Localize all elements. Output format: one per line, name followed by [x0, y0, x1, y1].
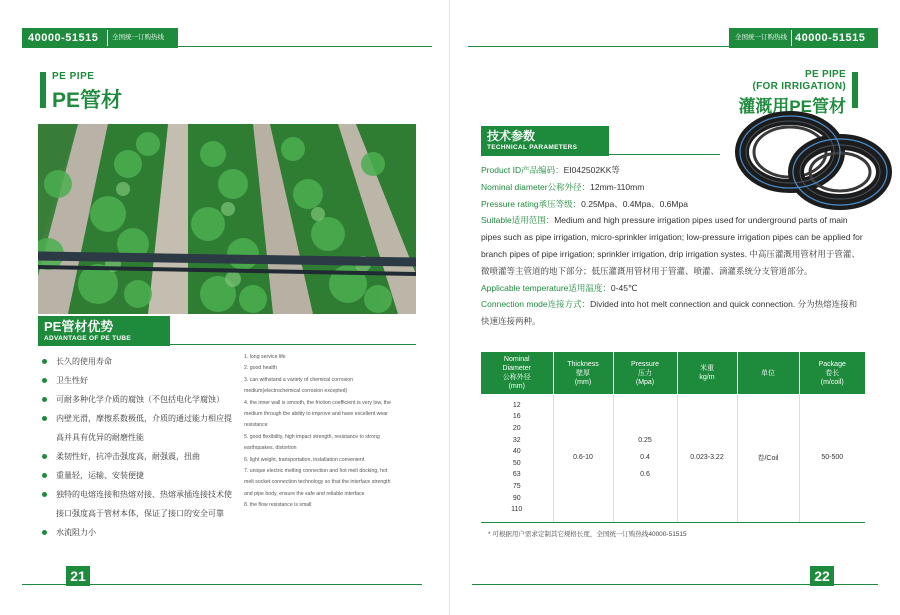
list-item: 水流阻力小	[42, 523, 238, 542]
title-accent-bar	[40, 72, 46, 108]
bullet-icon	[42, 454, 47, 459]
list-item-continued: 接口强度高于管材本体，保证了接口的安全可靠	[56, 509, 224, 518]
cell-package: 50-500	[799, 394, 865, 522]
hotline-label: 全国统一订购热线	[735, 34, 787, 41]
list-item: earthquakes, distortion	[244, 445, 297, 452]
list-item: 可耐多种化学介质的腐蚀（不包括电化学腐蚀）	[42, 390, 238, 409]
list-item: medium(electrochemical corrosion excepted)	[244, 388, 348, 395]
list-item: 8. the flow resistance is small	[244, 502, 312, 509]
bullet-icon	[42, 492, 47, 497]
spec-table	[481, 352, 865, 523]
page-title-en: PE PIPE (FOR IRRIGATION)	[752, 69, 846, 92]
bullet-icon	[42, 378, 47, 383]
list-item: 6. light weight, transportation, installation convenient	[244, 456, 365, 463]
divider	[107, 30, 108, 46]
list-item: medium through the ability to improve and have excellent wear	[244, 411, 388, 418]
spec-temperature: Applicable temperature适用温度：0-45℃	[481, 282, 638, 293]
page-title-cn: PE管材	[52, 89, 123, 112]
spec-product-id: Product ID产品编码：EI042502KK等	[481, 165, 620, 175]
page-number: 22	[810, 566, 834, 586]
list-item: 柔韧性好，抗冲击强度高，耐强震，扭曲	[42, 447, 238, 466]
cell-diameters: 12 16 20 32 40 50 63 75 90 110	[481, 394, 553, 522]
tech-heading-cn: 技术参数	[487, 129, 536, 143]
advantages-heading	[38, 316, 170, 346]
list-item: 独特的电熔连接和热熔对接、热熔承插连接技术使	[42, 485, 238, 504]
list-item: 2. good health	[244, 365, 277, 372]
page-number: 21	[66, 566, 90, 586]
spec-suitable: Suitable适用范围：Medium and high pressure irrigation pipes used for underground parts of main pipes such as pipe irrigation, micro-sprinkler irrigation; low-pressure irrigation pipes can be applied for branch pipes of pipe irrigation; sprinkler irrigation, drip irrigation systes. 中高压灌溉用管材用于管灌、微喷灌等主管道的地下部分；低压灌溉用管材用于管灌、喷灌、滴灌系统分支管道部分。	[481, 215, 863, 276]
tech-params-heading	[481, 126, 609, 156]
col-header-package: Package 卷长 (m/coil)	[799, 352, 865, 394]
list-item: melt socket connection technology so that the interface strength	[244, 479, 391, 486]
advantages-heading-cn: PE管材优势	[44, 319, 114, 334]
list-item: and pipe body, ensure the safe and reliable interface	[244, 490, 365, 497]
heading-rule	[609, 154, 720, 155]
list-item: 4. the inner wall is smooth, the friction coefficient is very low, the	[244, 399, 391, 406]
advantages-list-cn	[42, 352, 238, 542]
col-header-pressure: Pressure 压力 (Mpa)	[613, 352, 677, 394]
title-accent-bar	[852, 72, 858, 108]
spec-block	[481, 162, 865, 330]
table-header-row	[481, 352, 865, 394]
list-item: 1. long service life	[244, 354, 286, 360]
spec-diameter: Nominal diameter公称外径：12mm-110mm	[481, 181, 645, 192]
spec-connection: Connection mode连接方式：Divided into hot melt connection and quick connection. 分为热熔连接和快速连接两种。	[481, 299, 858, 327]
hotline-badge-left	[22, 28, 178, 48]
table-row	[481, 394, 865, 522]
bullet-icon	[42, 359, 47, 364]
list-item: 5. good flexibility, high impact strength, resistance to strong	[244, 433, 380, 440]
bullet-icon	[42, 473, 47, 478]
list-item: 重量轻，运输、安装便捷	[42, 466, 238, 485]
col-header-thickness: Thickness 壁厚 (mm)	[553, 352, 613, 394]
field-photo	[38, 124, 416, 314]
tech-heading-en: TECHNICAL PARAMETERS	[487, 144, 578, 151]
right-page	[450, 0, 900, 615]
heading-rule	[170, 344, 416, 345]
bullet-icon	[42, 416, 47, 421]
list-item: resistance	[244, 422, 268, 429]
list-item: 7. unique electric melting connection and hot melt docking, hot	[244, 468, 388, 475]
col-header-weight: 米重 kg/m	[677, 352, 737, 394]
cell-weight: 0.023-3.22	[677, 394, 737, 522]
page-title-cn: 灌溉用PE管材	[738, 97, 846, 116]
bullet-icon	[42, 397, 47, 402]
list-item: 长久的使用寿命	[42, 352, 238, 371]
hotline-label: 全国统一订购热线	[112, 34, 164, 41]
cell-pressures: 0.25 0.4 0.6	[613, 394, 677, 522]
footnote: * 可根据用户需求定制其它规格长度，全国统一订购热线40000-51515	[488, 531, 687, 538]
hotline-phone: 40000-51515	[795, 32, 866, 44]
col-header-diameter: Nominal Diameter 公称外径 (mm)	[481, 352, 553, 394]
list-item: 3. can withstand a variety of chemical corrosion	[244, 376, 353, 383]
strawberry-field-image	[38, 124, 416, 314]
header-rule	[468, 46, 729, 47]
advantages-list-en	[244, 352, 418, 512]
list-item: 内壁光滑，摩擦系数极低，介质的通过能力相应提	[42, 409, 238, 428]
hotline-badge-right	[729, 28, 878, 48]
header-rule	[178, 46, 432, 47]
divider	[791, 30, 792, 46]
bullet-icon	[42, 530, 47, 535]
col-header-unit: 单位	[737, 352, 799, 394]
hotline-phone: 40000-51515	[28, 32, 99, 44]
advantages-heading-en: ADVANTAGE OF PE TUBE	[44, 335, 132, 342]
page-title-en: PE PIPE	[52, 71, 95, 82]
list-item-continued: 高并具有优异的耐磨性能	[56, 433, 144, 442]
cell-thickness: 0.6-10	[553, 394, 613, 522]
cell-unit: 卷/Coil	[737, 394, 799, 522]
list-item: 卫生性好	[42, 371, 238, 390]
spec-pressure: Pressure rating承压等级：0.25Mpa、0.4Mpa、0.6Mpa	[481, 198, 688, 209]
